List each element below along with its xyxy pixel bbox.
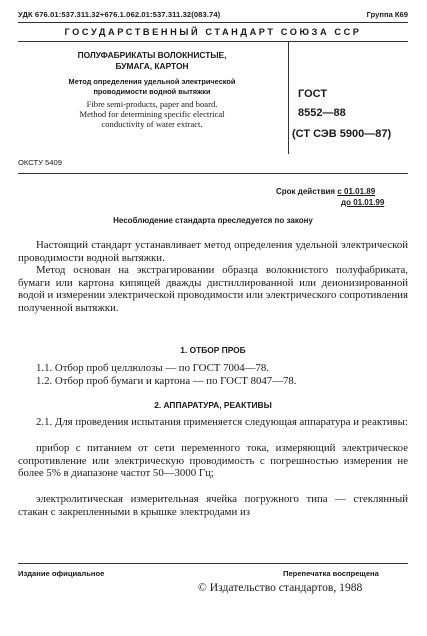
group-code: Группа К69 xyxy=(366,10,408,19)
gost-label: ГОСТ xyxy=(298,88,328,100)
section-1-title: 1. ОТБОР ПРОБ xyxy=(180,345,246,355)
method-title-ru xyxy=(18,77,286,96)
validity-label-text: Срок действия xyxy=(276,187,336,196)
method-en-line-3: conductivity of water extract. xyxy=(101,119,203,129)
method-en-line-2: Method for determining specific electrical xyxy=(79,109,225,119)
method-title-en xyxy=(18,99,286,129)
intro-paragraph-1: Настоящий стандарт устанавливает метод определения удельной электрической проводимости водной вытяжки. xyxy=(18,239,408,264)
gost-number: 8552—88 xyxy=(298,107,346,119)
title-line-2: БУМАГА, КАРТОН xyxy=(115,61,189,71)
section-2-title: 2. АППАРАТУРА, РЕАКТИВЫ xyxy=(154,400,272,410)
header-rule-bottom xyxy=(18,41,408,42)
device-paragraph: прибор с питанием от сети переменного тока, измеряющий электрическое сопротивление или электрическую проводимость с погрешностью измерения не более 5% в диапазоне частот 50—3000 Гц; xyxy=(18,442,408,480)
copyright-line: © Издательство стандартов, 1988 xyxy=(198,581,363,594)
method-ru-line-2: проводимости водной вытяжки xyxy=(93,86,211,96)
standard-title xyxy=(18,50,286,72)
reprint-prohibited: Перепечатка воспрещена xyxy=(283,569,379,578)
udk-code: УДК 676.01:537.311.32+676.1.062.01:537.311.32(083.74) xyxy=(18,10,221,19)
item-1-2: 1.2. Отбор проб бумаги и картона — по ГОСТ 8047—78. xyxy=(36,375,297,387)
st-sev-number: (СТ СЭВ 5900—87) xyxy=(292,128,392,140)
law-notice: Несоблюдение стандарта преследуется по закону xyxy=(113,216,313,225)
item-1-1: 1.1. Отбор проб целлюлозы — по ГОСТ 7004—78. xyxy=(36,362,269,374)
method-ru-line-1: Метод определения удельной электрической xyxy=(68,77,236,86)
method-en-line-1: Fibre semi-products, paper and board. xyxy=(86,99,218,109)
cell-paragraph: электролитическая измерительная ячейка погружного типа — стеклянный стакан с закрепленными в крышке электродами из xyxy=(18,493,408,518)
state-standard-banner: ГОСУДАРСТВЕННЫЙ СТАНДАРТ СОЮЗА ССР xyxy=(64,27,362,37)
validity-to: до 01.01.99 xyxy=(341,198,385,207)
title-block-divider xyxy=(288,42,289,154)
intro-paragraph-2: Метод основан на экстрагировании образца волокнистого полуфабриката, бумаги или картона кипящей дважды дистиллированной или деионизированной водой и измерении электрической проводимости или электрического сопротивления полученной вытяжки. xyxy=(18,264,408,314)
official-edition: Издание официальное xyxy=(18,569,105,578)
footer-rule xyxy=(18,563,408,564)
title-line-1: ПОЛУФАБРИКАТЫ ВОЛОКНИСТЫЕ, xyxy=(77,50,227,60)
title-block-bottom-rule xyxy=(18,173,408,174)
validity-from: с 01.01.89 xyxy=(337,187,376,196)
header-rule-top xyxy=(18,22,408,23)
okstu-code: ОКСТУ 5409 xyxy=(18,158,62,167)
validity-label xyxy=(276,187,375,196)
item-2-1: 2.1. Для проведения испытания применяется следующая аппаратура и реактивы: xyxy=(36,416,408,428)
